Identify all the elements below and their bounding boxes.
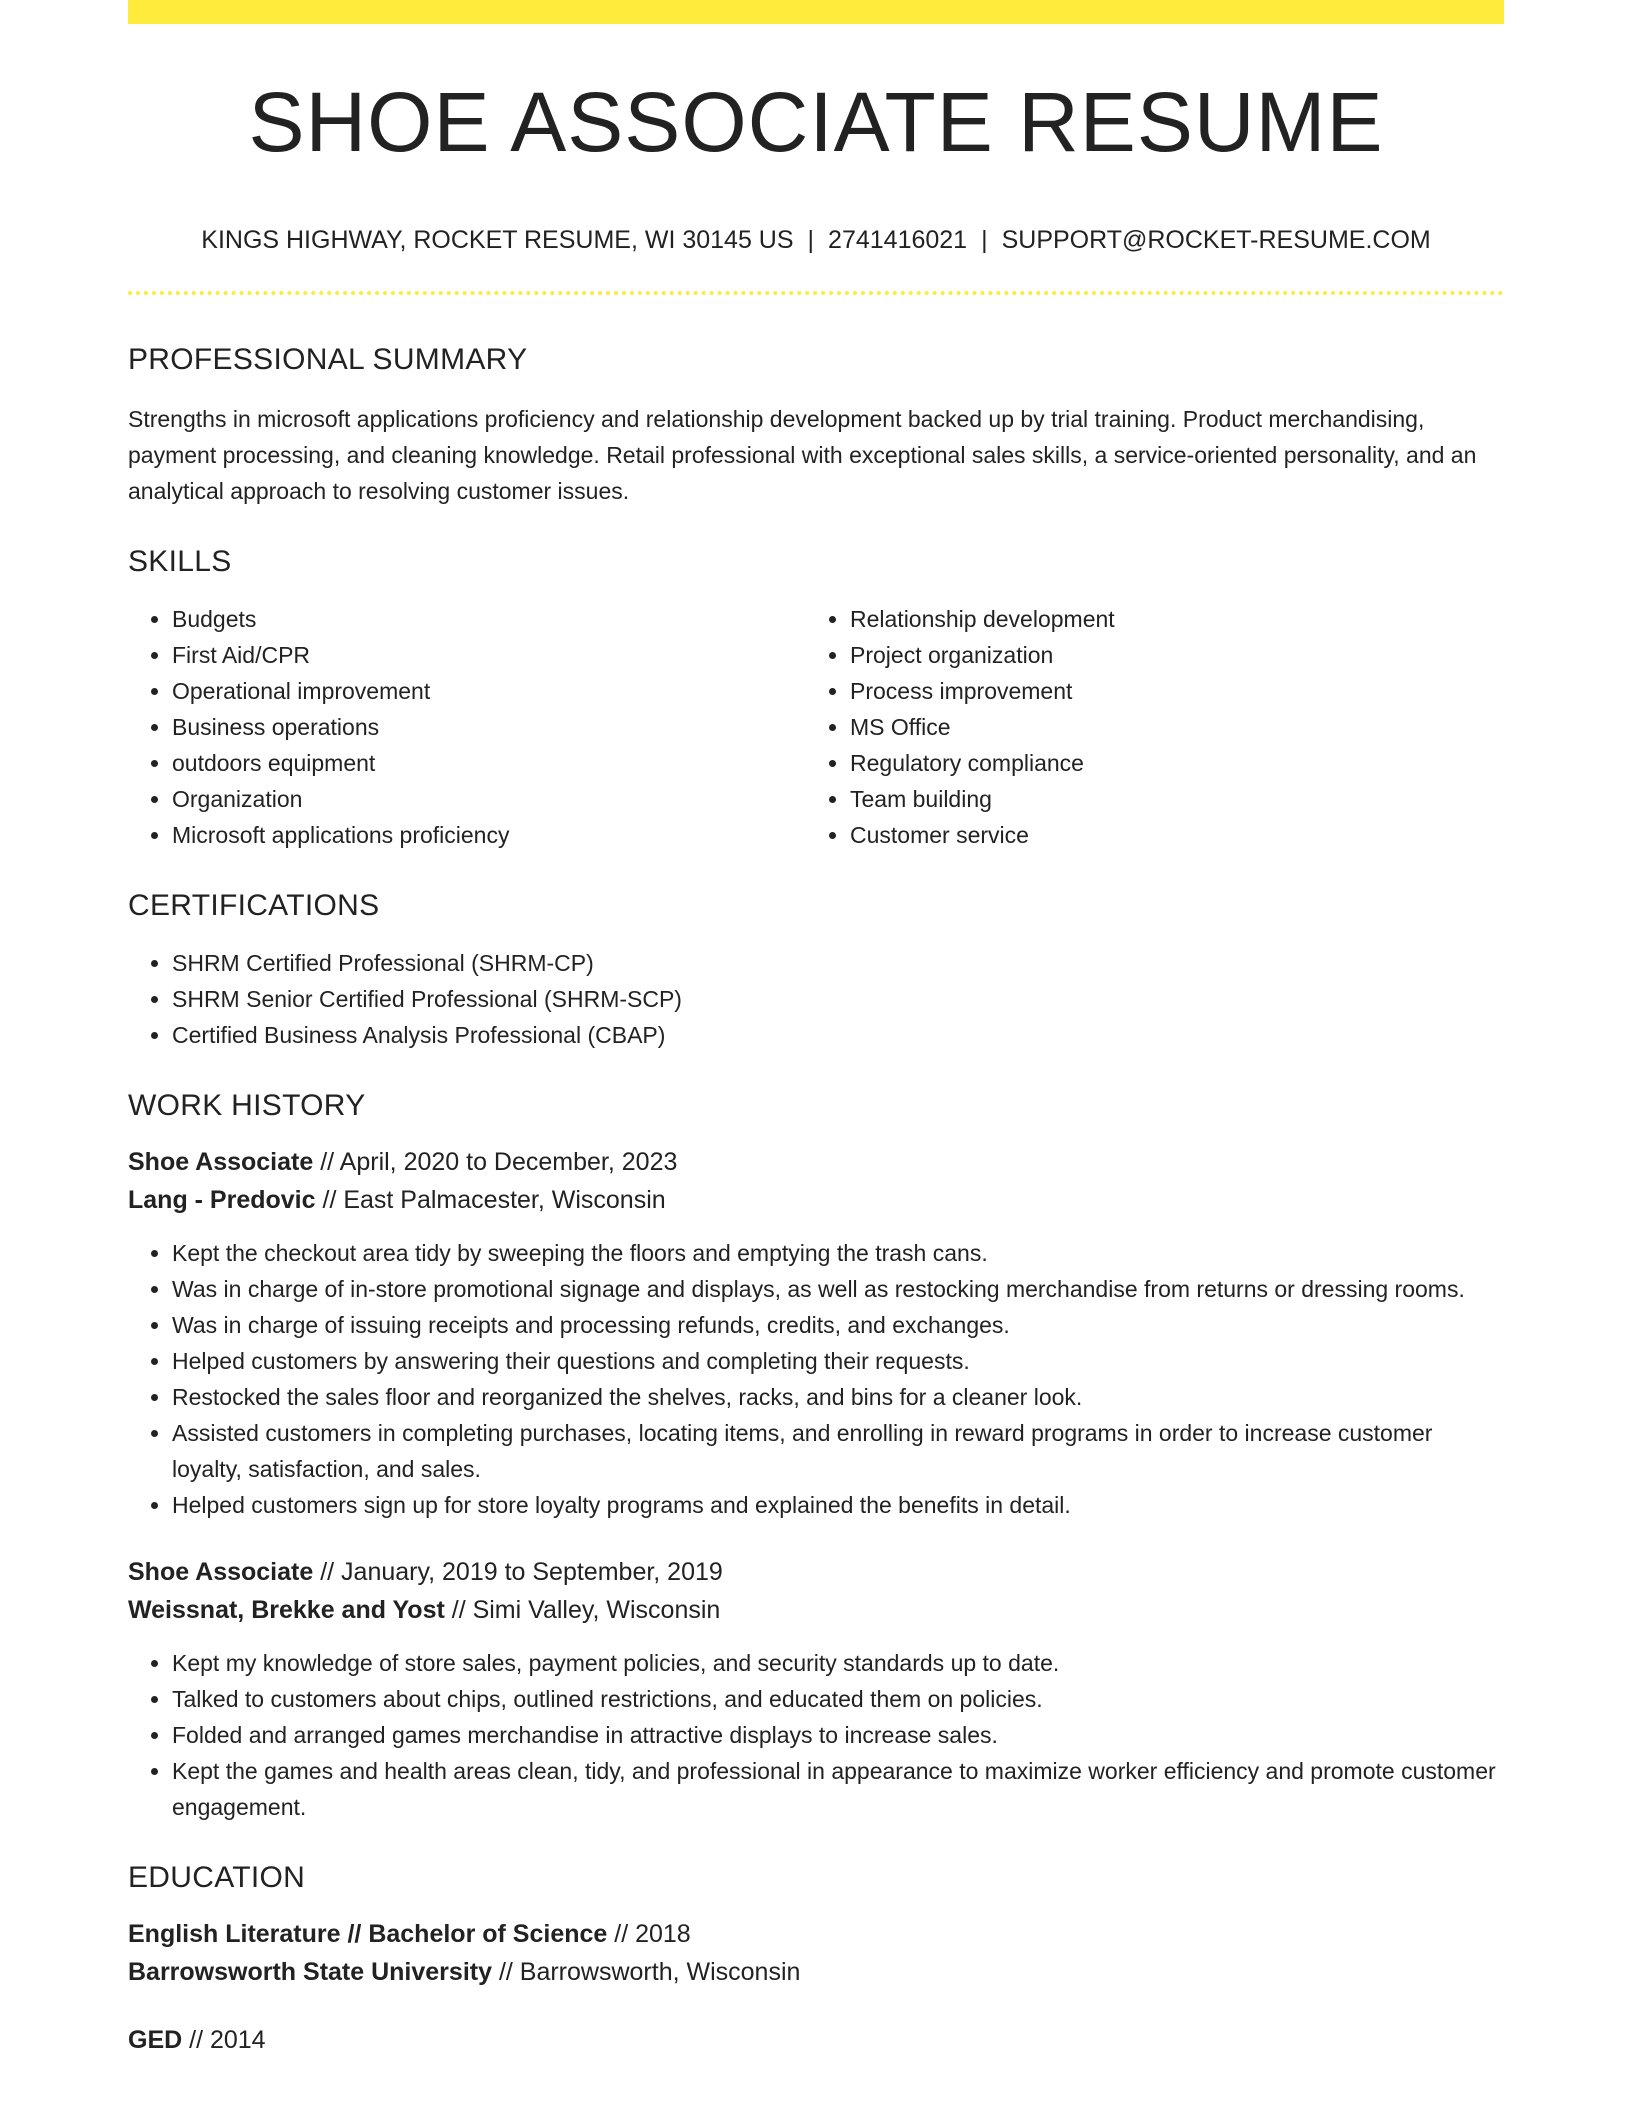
job-duty: • Helped customers sign up for store loyalty programs and explained the benefits in detail. bbox=[172, 1487, 1504, 1523]
skill-item: • Regulatory compliance bbox=[850, 745, 1484, 781]
education-degree-line bbox=[128, 2021, 1504, 2059]
job-duty: • Kept my knowledge of store sales, payment policies, and security standards up to date. bbox=[172, 1645, 1504, 1681]
skill-item: • Customer service bbox=[850, 817, 1484, 853]
job-duty: • Talked to customers about chips, outlined restrictions, and educated them on policies. bbox=[172, 1681, 1504, 1717]
job-company: Lang - Predovic bbox=[128, 1186, 316, 1214]
job-duty: • Was in charge of issuing receipts and processing refunds, credits, and exchanges. bbox=[172, 1307, 1504, 1343]
job-dates: // January, 2019 to September, 2019 bbox=[313, 1558, 723, 1586]
resume-page bbox=[128, 0, 1504, 2059]
contact-phone: 2741416021 bbox=[828, 226, 968, 254]
job-duty: • Kept the games and health areas clean, tidy, and professional in appearance to maximize worker efficiency and promote customer engagement. bbox=[172, 1753, 1504, 1825]
skill-item: • outdoors equipment bbox=[172, 745, 806, 781]
contact-separator: | bbox=[981, 226, 988, 254]
resume-title: SHOE ASSOCIATE RESUME bbox=[248, 75, 1384, 169]
education-year: // 2014 bbox=[182, 2026, 266, 2054]
certifications-list bbox=[128, 945, 1504, 1053]
education-school-line bbox=[128, 1953, 1504, 1991]
contact-email[interactable]: SUPPORT@ROCKET-RESUME.COM bbox=[1001, 226, 1431, 254]
skill-item: • Operational improvement bbox=[172, 673, 806, 709]
skill-item: • MS Office bbox=[850, 709, 1484, 745]
skills-heading: SKILLS bbox=[128, 545, 232, 578]
job-duty: • Helped customers by answering their questions and completing their requests. bbox=[172, 1343, 1504, 1379]
education-degree: GED bbox=[128, 2026, 183, 2054]
skill-item: • Organization bbox=[172, 781, 806, 817]
education-location: // Barrowsworth, Wisconsin bbox=[492, 1958, 801, 1986]
contact-line bbox=[128, 228, 1504, 253]
summary-heading: PROFESSIONAL SUMMARY bbox=[128, 343, 528, 376]
job-location: // Simi Valley, Wisconsin bbox=[444, 1596, 721, 1624]
job-location: // East Palmacester, Wisconsin bbox=[315, 1186, 666, 1214]
skill-item: • Process improvement bbox=[850, 673, 1484, 709]
certification-item: • SHRM Senior Certified Professional (SHRM-SCP) bbox=[172, 981, 1504, 1017]
job-duty: • Restocked the sales floor and reorganized the shelves, racks, and bins for a cleaner look. bbox=[172, 1379, 1504, 1415]
skill-item: • Budgets bbox=[172, 601, 806, 637]
skill-item: • Relationship development bbox=[850, 601, 1484, 637]
certification-item: • SHRM Certified Professional (SHRM-CP) bbox=[172, 945, 1504, 981]
job-company-line bbox=[128, 1591, 1504, 1629]
skills-column-left bbox=[128, 601, 806, 853]
job-entry bbox=[128, 1553, 1504, 1825]
job-company-line bbox=[128, 1181, 1504, 1219]
job-title-line bbox=[128, 1143, 1504, 1181]
skill-item: • Project organization bbox=[850, 637, 1484, 673]
education-school: Barrowsworth State University bbox=[128, 1958, 492, 1986]
job-duties-list bbox=[128, 1235, 1504, 1523]
certification-item: • Certified Business Analysis Professional (CBAP) bbox=[172, 1017, 1504, 1053]
job-role: Shoe Associate bbox=[128, 1148, 314, 1176]
skill-item: • First Aid/CPR bbox=[172, 637, 806, 673]
skill-item: • Business operations bbox=[172, 709, 806, 745]
accent-top-bar bbox=[128, 0, 1504, 24]
education-entry bbox=[128, 2021, 1504, 2059]
contact-separator: | bbox=[807, 226, 815, 254]
dotted-divider bbox=[128, 291, 1504, 295]
job-duty: • Was in charge of in-store promotional signage and displays, as well as restocking merchandise from returns or dressing rooms. bbox=[172, 1271, 1504, 1307]
certifications-heading: CERTIFICATIONS bbox=[128, 889, 380, 922]
job-duties-list bbox=[128, 1645, 1504, 1825]
job-dates: // April, 2020 to December, 2023 bbox=[313, 1148, 678, 1176]
job-role: Shoe Associate bbox=[128, 1558, 314, 1586]
education-entry bbox=[128, 1915, 1504, 1991]
work-history-heading: WORK HISTORY bbox=[128, 1089, 366, 1122]
summary-text: Strengths in microsoft applications proficiency and relationship development backed up by trial training. Product merchandising, payment processing, and cleaning knowledge. Retail professional with exceptional sales skills, a service-oriented personality, and an analytical approach to resolving customer issues. bbox=[128, 406, 1477, 504]
job-company: Weissnat, Brekke and Yost bbox=[128, 1596, 445, 1624]
education-degree-line bbox=[128, 1915, 1504, 1953]
job-duty: • Folded and arranged games merchandise in attractive displays to increase sales. bbox=[172, 1717, 1504, 1753]
job-duty: • Assisted customers in completing purchases, locating items, and enrolling in reward programs in order to increase customer loyalty, satisfaction, and sales. bbox=[172, 1415, 1504, 1487]
skills-list bbox=[128, 601, 1504, 853]
job-entry bbox=[128, 1143, 1504, 1523]
contact-address: KINGS HIGHWAY, ROCKET RESUME, WI 30145 US bbox=[201, 226, 794, 254]
job-duty: • Kept the checkout area tidy by sweeping the floors and emptying the trash cans. bbox=[172, 1235, 1504, 1271]
job-title-line bbox=[128, 1553, 1504, 1591]
education-heading: EDUCATION bbox=[128, 1861, 306, 1894]
education-degree: English Literature // Bachelor of Science bbox=[128, 1920, 608, 1948]
skill-item: • Team building bbox=[850, 781, 1484, 817]
skill-item: • Microsoft applications proficiency bbox=[172, 817, 806, 853]
skills-column-right bbox=[806, 601, 1484, 853]
education-year: // 2018 bbox=[607, 1920, 691, 1948]
